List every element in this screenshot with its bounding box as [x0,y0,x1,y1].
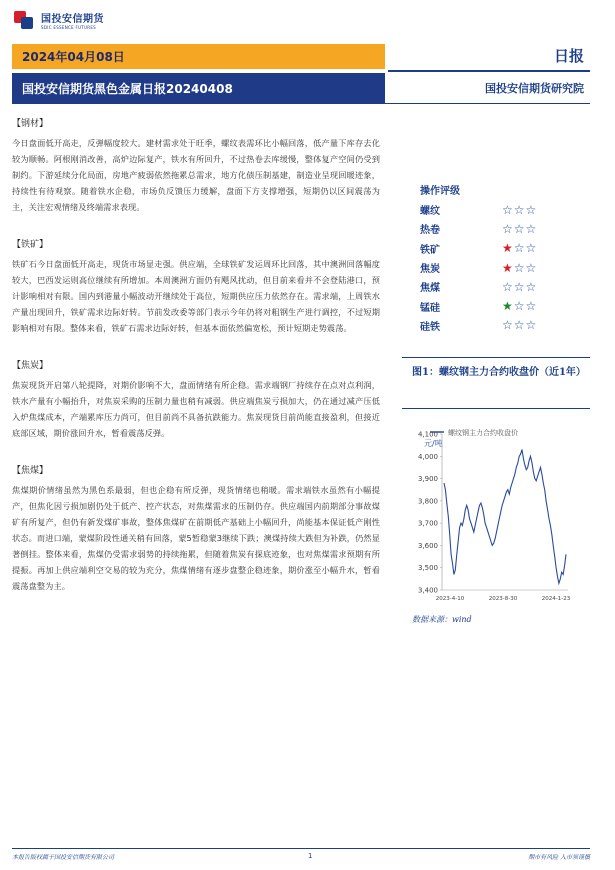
report-date: 2024年04月08日 [22,50,125,64]
star-empty-icon: ☆ [513,318,526,333]
section-iron-ore [12,237,380,336]
rating-row [420,258,590,277]
star-empty-icon: ☆ [513,260,526,275]
section-heading: 【焦煤】 [12,466,49,476]
report-title: 国投安信期货黑色金属日报20240408 [22,82,233,96]
rating-row [420,219,590,238]
rating-stars [502,204,537,216]
star-filled-icon: ★ [502,299,514,314]
star-empty-icon: ☆ [513,221,526,236]
rating-row [420,239,590,258]
star-empty-icon: ☆ [525,299,538,314]
header-divider [388,70,590,72]
rebar-price-chart [404,418,590,610]
star-empty-icon: ☆ [513,202,526,217]
figure-top-rule [402,357,590,358]
page-number: 1 [308,852,313,860]
department-name: 国投安信期货研究院 [485,82,584,95]
x-tick-label: 2024-1-23 [541,596,571,602]
section-heading: 【钢材】 [12,119,49,129]
y-tick-label: 3,600 [417,541,438,550]
star-filled-icon: ★ [502,260,514,275]
star-empty-icon: ☆ [502,318,514,333]
logo-text: 国投安信期货 [41,14,104,25]
rating-stars [502,262,537,274]
star-empty-icon: ☆ [502,202,514,217]
section-paragraph: 焦煤期价情绪虽然为黑色系最弱，但也企稳有所反弹，现货情绪也稍暖。需求端铁水虽然有小幅提产，但焦化因亏损加剧仍处于低产、控产状态，对焦煤需求的压制仍存。供应端国内前期部分事故煤矿有所复产，但仍有新发煤矿事故，整体焦煤矿在前期低产基础上小幅回升，尚能基本保证低产刚性状态。而进口端，蒙煤阶段性通关稍有回落，蒙5暂稳蒙3继续下跌；澳煤持续大跌但为补跌，仍然显著倒挂。整体来看，焦煤仍受需求弱势的持续拖累，但随着焦炭有探底迹象，也对焦煤需求预期有所提振。再加上供应端利空交易的较为充分，焦煤情绪有逐步盘整企稳迹象，期价涨至小幅升水，暂看震荡盘整为主。 [12,485,380,591]
report-body [12,116,380,616]
series-line [444,450,566,584]
rating-stars [502,223,537,235]
rating-name: 热卷 [420,225,440,237]
star-filled-icon: ★ [502,241,514,256]
star-empty-icon: ☆ [513,241,526,256]
y-tick-label: 3,700 [417,519,438,528]
y-tick-label: 3,800 [417,497,438,506]
star-empty-icon: ☆ [513,279,526,294]
legend-label: 螺纹钢主力合约收盘价 [448,429,518,437]
rating-row [420,200,590,219]
title-divider [12,103,590,104]
rating-name: 螺纹 [420,206,440,218]
y-tick-label: 4,100 [417,430,438,439]
y-tick-label: 3,400 [417,586,438,595]
star-empty-icon: ☆ [525,260,538,275]
section-heading: 【焦炭】 [12,361,49,371]
star-empty-icon: ☆ [502,279,514,294]
y-axis-label: 元/吨 [424,439,443,448]
rating-name: 铁矿 [420,244,440,256]
rating-stars [502,281,537,293]
y-tick-label: 3,900 [417,475,438,484]
footer-disclaimer: 期市有风险 入市须谨慎 [528,854,590,861]
section-paragraph: 铁矿石今日盘面低开高走，现货市场显走强。供应端，全球铁矿发运周环比回落，其中澳洲回落幅度较大，巴西发运则高位继续有所增加。本周澳洲方面仍有飓风扰动，但目前来看并不会登陆港口，预计影响相对有限。国内到港量小幅波动开继续处于高位，短期供应压力依然存在。需求端，上周铁水产量出现回升，铁矿需求边际好转。节前发改委等部门表示今年仍将对粗钢生产进行调控，不过短期影响相对有限。整体来看，铁矿石需求边际好转，但基本面依然偏宽松，预计短期走势震荡。 [12,259,380,333]
rating-stars [502,319,537,331]
y-tick-label: 3,500 [417,564,438,573]
logo-en-text: SDIC ESSENCE FUTURES [41,25,97,30]
figure-bottom-rule [402,408,590,409]
section-steel [12,116,380,215]
x-tick-label: 2023-8-30 [488,596,518,602]
company-logo [14,10,104,30]
rating-title: 操作评级 [420,186,460,197]
section-paragraph: 今日盘面低开高走，反弹幅度较大。建材需求处于旺季，螺纹表需环比小幅回落，低产量下库存去化较为顺畅。阿根刚消改善，高炉边际复产，铁水有所回升，不过热卷去库缓慢，整体复产空间仍受到制约。下游延续分化局面，房地产疲弱依然拖累总需求，地方化债压制基建，制造业呈现回暖迹象，持续性有待观察。随着铁水企稳，市场负反馈压力缓解，盘面下方支撑增强，短期仍以区间震荡为主，关注宏观情绪及终端需求表现。 [12,138,380,212]
rating-row [420,277,590,296]
data-source: 数据来源：wind [412,615,472,624]
y-tick-label: 4,000 [417,452,438,461]
rating-name: 焦煤 [420,283,440,295]
report-type: 日报 [553,47,584,65]
rating-row [420,296,590,315]
star-empty-icon: ☆ [513,299,526,314]
rating-stars [502,300,537,312]
star-empty-icon: ☆ [502,221,514,236]
rating-row [420,316,590,335]
section-coke [12,358,380,441]
rating-name: 锰硅 [420,302,440,314]
rating-name: 硅铁 [420,321,440,333]
star-empty-icon: ☆ [525,221,538,236]
star-empty-icon: ☆ [525,241,538,256]
star-empty-icon: ☆ [525,318,538,333]
star-empty-icon: ☆ [525,279,538,294]
figure-title: 图1：螺纹钢主力合约收盘价（近1年） [412,367,586,378]
footer-copyright: 本报告版权属于国投安信期货有限公司 [12,854,115,861]
section-heading: 【铁矿】 [12,240,49,250]
logo-mark-icon [14,11,36,29]
rating-name: 焦炭 [420,264,440,276]
x-tick-label: 2023-4-10 [435,596,465,602]
rating-stars [502,242,537,254]
footer-divider [12,848,590,849]
rating-list [420,200,590,335]
star-empty-icon: ☆ [525,202,538,217]
section-paragraph: 焦炭现货开启第八轮提降，对期价影响不大，盘面情绪有所企稳。需求端钢厂持续存在点对点利润，铁水产量有小幅抬升，对焦炭采购的压制力量也稍有减弱。供应端焦炭亏损加大，仍在通过减产压低入炉焦煤成本，产端累库压力尚可，但目前尚不具备抗跌能力。焦炭现货目前尚能直接盈利，但接近底部区域，期价涨回升水，暂看震荡反弹。 [12,380,380,438]
section-coking-coal [12,463,380,594]
